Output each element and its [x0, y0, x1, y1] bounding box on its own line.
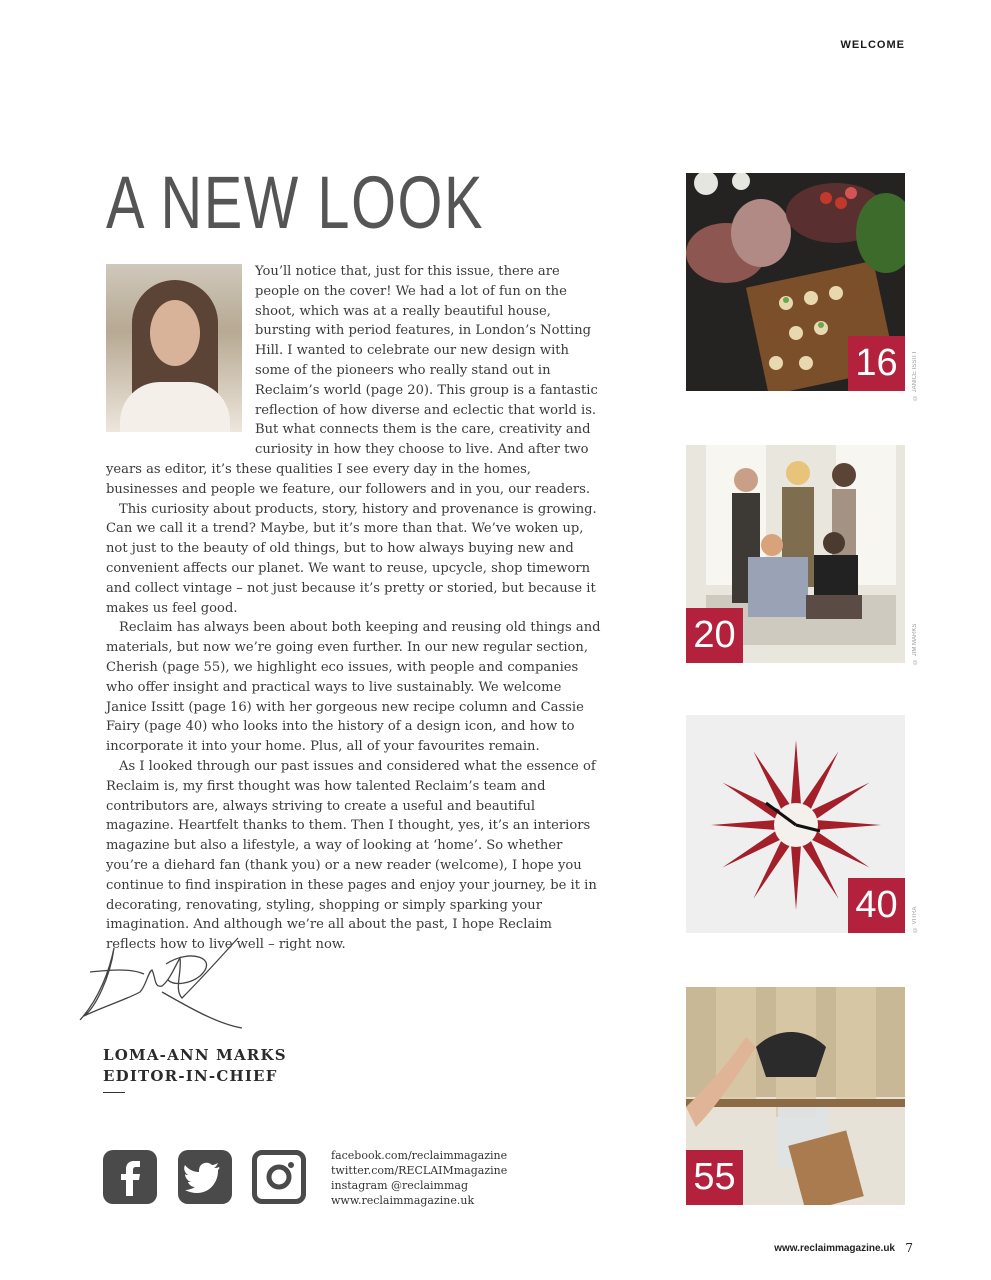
- instagram-icon[interactable]: [252, 1150, 306, 1204]
- photo-credit: © JIM MARKS: [912, 623, 918, 664]
- article-body: [106, 262, 602, 955]
- page-number: 7: [905, 1241, 913, 1255]
- feature-thumb-20[interactable]: [686, 445, 905, 663]
- paragraph: Reclaim has always been about both keeping and reusing old things and materials, but now we’re going even further. In our new regular section, Cherish (page 55), we highlight eco issues, with people and companies who offer insight and practical ways to live sustainably. We welcome Janice Issitt (page 16) with her gorgeous new recipe column and Cassie Fairy (page 40) who looks into the history of a design icon, and how to incorporate it into your home. Plus, all of your favourites remain.: [106, 620, 601, 755]
- editor-signature: [70, 928, 250, 1038]
- editor-name: LOMA-ANN MARKS: [103, 1046, 287, 1064]
- footer-url: www.reclaimmagazine.uk: [774, 1243, 895, 1254]
- feature-thumb-40[interactable]: [686, 715, 905, 933]
- paragraph: You’ll notice that, just for this issue, there are people on the cover! We had a lot of fun on the shoot, which was at a really beautiful house, bursting with period features, in London’s Notting Hill. I wanted to celebrate our new design with some of the pioneers who really stand out in Reclaim’s world (page 20). This group is a fantastic reflection of how diverse and eclectic that world is. But what connects them is the care, creativity and curiosity in how they choose to live. And after two years as editor, it’s these qualities I see every day in the homes, businesses and people we feature, our followers and in you, our readers.: [106, 264, 598, 497]
- page-badge: 40: [848, 878, 905, 933]
- page-badge: 16: [848, 336, 905, 391]
- social-links: [331, 1148, 507, 1208]
- editor-title: EDITOR-IN-CHIEF: [103, 1067, 278, 1085]
- paragraph: As I looked through our past issues and considered what the essence of Reclaim is, my first thought was how talented Reclaim’s team and contributors are, always striving to create a useful and beautiful magazine. Heartfelt thanks to them. Then I thought, yes, it’s an interiors magazine but also a lifestyle, a way of looking at ‘home’. So whether you’re a diehard fan (thank you) or a new reader (welcome), I hope you continue to find inspiration in these pages and enjoy your journey, be it in decorating, renovating, styling, shopping or simply sparking your imagination. And although we’re all about the past, I hope Reclaim reflects how to live well – right now.: [106, 758, 597, 953]
- feature-thumb-16[interactable]: [686, 173, 905, 391]
- twitter-link[interactable]: twitter.com/RECLAIMmagazine: [331, 1164, 508, 1177]
- twitter-icon[interactable]: [178, 1150, 232, 1204]
- page-title: A NEW LOOK: [106, 161, 485, 244]
- section-label: WELCOME: [840, 39, 905, 51]
- photo-credit: © VITRA: [912, 906, 918, 932]
- paragraph: This curiosity about products, story, history and provenance is growing. Can we call it a trend? Maybe, but it’s more than that. We’ve woken up, not just to the beauty of old things, but to how always buying new and convenient affects our planet. We want to reuse, upcycle, shop timeworn and collect vintage – not just because it’s pretty or storied, but because it makes us feel good.: [106, 501, 597, 616]
- feature-thumb-55[interactable]: [686, 987, 905, 1205]
- divider: [103, 1092, 125, 1093]
- page-badge: 55: [686, 1150, 743, 1205]
- instagram-link[interactable]: instagram @reclaimmag: [331, 1179, 468, 1192]
- website-link[interactable]: www.reclaimmagazine.uk: [331, 1194, 475, 1207]
- photo-credit: © JANICE ISSITT: [912, 350, 918, 400]
- facebook-icon[interactable]: [103, 1150, 157, 1204]
- page-badge: 20: [686, 608, 743, 663]
- facebook-link[interactable]: facebook.com/reclaimmagazine: [331, 1149, 508, 1162]
